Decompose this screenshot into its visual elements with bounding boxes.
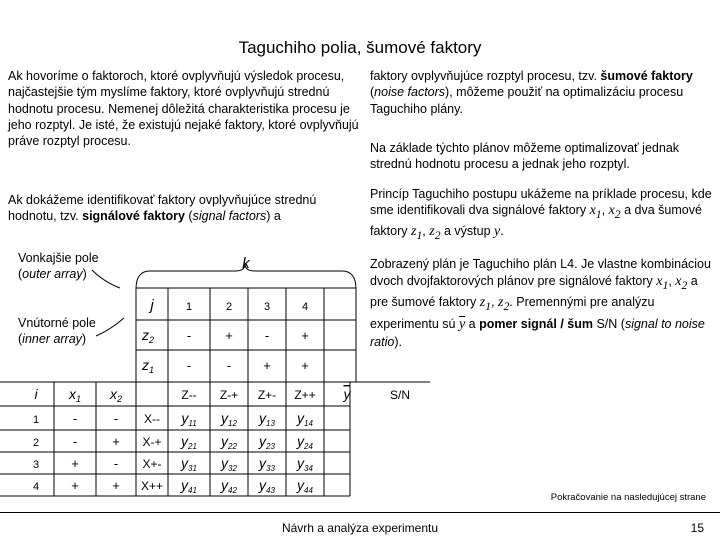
response-cell: $y_{32}$ xyxy=(221,455,237,473)
combo-header: Z-+ xyxy=(219,388,239,402)
ybar-header: y xyxy=(343,386,351,402)
math-x2: $x_2$ xyxy=(675,273,688,292)
outer-z2-cell: - xyxy=(186,328,192,343)
inner-x2-header: $x_2$ xyxy=(109,386,123,404)
math-x2: $x_2$ xyxy=(608,203,621,222)
x2-level: + xyxy=(112,478,120,493)
outer-z1-cell: - xyxy=(226,358,232,373)
response-cell: $y_{31}$ xyxy=(181,455,197,473)
text-run: ), môžeme použiť na optimalizáciu procesu Taguchiho plány. xyxy=(370,85,684,116)
response-cell: $y_{23}$ xyxy=(259,433,275,451)
response-cell: $y_{34}$ xyxy=(297,455,313,473)
text-run: ) a xyxy=(266,209,281,224)
x1-level: - xyxy=(72,434,78,449)
inner-array-subtitle: (inner array) xyxy=(18,332,87,346)
k-label: k xyxy=(242,255,250,272)
outer-row-z2-label: $z_2$ xyxy=(141,327,155,345)
sn-header: S/N xyxy=(389,388,411,402)
right-paragraph-3: Princíp Taguchiho postupu ukážeme na príklade procesu, kde sme identifikovali dva signálové faktory $x_1$, $x_2$ a dva šumové faktory $z_1$, $z_2$ a výstup y. xyxy=(370,187,712,243)
math-y: y xyxy=(494,224,501,240)
row-index: 3 xyxy=(32,459,40,471)
x1-level: - xyxy=(72,411,78,426)
footer-divider xyxy=(0,512,720,513)
combo-header: Z+- xyxy=(257,388,277,402)
text-run: Princíp Taguchiho postupu ukážeme na príklade procesu, kde sme identifikovali dva signálové faktory xyxy=(370,187,712,218)
outer-array-pointer xyxy=(92,270,120,288)
outer-z2-cell: + xyxy=(225,328,233,343)
response-cell: $y_{14}$ xyxy=(297,410,313,428)
combo-header: Z-- xyxy=(181,388,197,402)
text-run: ). xyxy=(394,334,402,349)
response-cell: $y_{12}$ xyxy=(221,410,237,428)
inner-row-2 xyxy=(33,433,314,451)
text-run: faktory ovplyvňujúce rozptyl procesu, tzv. xyxy=(370,69,601,83)
outer-z1-cell: + xyxy=(301,358,309,373)
signal-factors-term: signálové faktory xyxy=(82,209,185,224)
outer-row-z1-label: $z_1$ xyxy=(141,357,155,375)
page-number: 15 xyxy=(690,521,704,535)
response-cell: $y_{43}$ xyxy=(259,477,275,495)
row-index: 1 xyxy=(32,414,40,426)
text-run: ( xyxy=(184,209,193,224)
inner-i-header: i xyxy=(34,386,38,402)
outer-z2-cell: - xyxy=(264,328,270,343)
continuation-note: Pokračovanie na nasledujúcej strane xyxy=(550,492,706,503)
response-cell: $y_{33}$ xyxy=(259,455,275,473)
combo-header: Z++ xyxy=(294,388,316,402)
combo-label: X-+ xyxy=(142,435,162,449)
outer-z2-cell: + xyxy=(301,328,309,343)
outer-col-3: 3 xyxy=(263,301,271,313)
row-index: 4 xyxy=(32,481,40,493)
outer-col-2: 2 xyxy=(225,301,233,313)
combo-label: X++ xyxy=(140,479,164,493)
noise-factors-english: noise factors xyxy=(374,85,446,100)
inner-x1-header: $x_1$ xyxy=(68,386,82,404)
text-run: Ak dokážeme identifikovať faktory ovplyvňujúce strednú hodnotu, tzv. xyxy=(8,193,317,224)
inner-row-4 xyxy=(33,477,314,495)
outer-z1-cell: + xyxy=(263,358,271,373)
right-paragraph-4: Zobrazený plán je Taguchiho plán L4. Je vlastne kombináciou dvoch dvojfaktorových plánov pre signálové faktory $x_1$, $x_2$ a pre šumové faktory $z_1$, $z_2$. Premennými pre analýzu experimentu sú $\overline{y}$ a pomer signál / šum S/N (signal to noise ratio). xyxy=(370,257,711,349)
combo-label: X+- xyxy=(142,457,162,471)
inner-row-1 xyxy=(33,410,314,428)
x2-level: + xyxy=(112,434,120,449)
response-cell: $y_{21}$ xyxy=(181,433,197,451)
inner-array-title: Vnútorné pole xyxy=(18,316,96,330)
text-run: a xyxy=(465,316,480,331)
inner-row-3 xyxy=(33,455,314,473)
slide-title: Taguchiho polia, šumové faktory xyxy=(238,38,482,57)
x1-level: + xyxy=(71,478,79,493)
noise-factors-term: šumové faktory xyxy=(600,69,693,83)
outer-j-header: j xyxy=(150,297,154,314)
text-run: Zobrazený plán je Taguchiho plán L4. Je vlastne kombináciou dvoch dvojfaktorových plánov pre signálové faktory xyxy=(370,257,711,288)
row-index: 2 xyxy=(32,437,40,449)
math-z2: $z_2$ xyxy=(429,224,441,243)
signal-factors-english: signal factors xyxy=(192,209,267,224)
math-x1: $x_1$ xyxy=(656,273,669,292)
response-cell: $y_{44}$ xyxy=(297,477,313,495)
response-cell: $y_{41}$ xyxy=(181,477,197,495)
text-run: ( xyxy=(370,85,375,100)
inner-array-pointer xyxy=(96,318,124,336)
outer-array-grid xyxy=(136,288,356,382)
response-cell: $y_{42}$ xyxy=(221,477,237,495)
response-cell: $y_{11}$ xyxy=(181,410,197,428)
response-cell: $y_{24}$ xyxy=(297,433,313,451)
outer-col-4: 4 xyxy=(301,301,309,313)
signal-noise-english: signal to noise ratio xyxy=(370,316,705,349)
x2-level: - xyxy=(113,411,119,426)
outer-array-title: Vonkajšie pole xyxy=(18,251,99,265)
math-z1: $z_1$ xyxy=(411,224,423,243)
text-run: . Premennými pre analýzu experimentu sú xyxy=(370,295,655,331)
combo-label: X-- xyxy=(144,412,160,426)
text-run: a pre šumové faktory xyxy=(370,273,698,310)
text-run: a výstup xyxy=(440,224,495,239)
left-paragraph-1: Ak hovoríme o faktoroch, ktoré ovplyvňujú výsledok procesu, najčastejšie tým myslíme faktory, ktoré ovplyvňujú strednú hodnotu procesu. Nemenej dôležitá charakteristika procesu je jeho rozptyl. Je isté, že existujú nejaké faktory, ktoré ovplyvňujú práve rozptyl procesu. xyxy=(8,69,359,149)
footer-title: Návrh a analýza experimentu xyxy=(281,521,439,535)
math-z2: $z_2$ xyxy=(498,295,510,314)
outer-col-1: 1 xyxy=(185,301,193,313)
right-paragraph-2: Na základe týchto plánov môžeme optimalizovať jednak strednú hodnotu procesu a jednak jeho rozptyl. xyxy=(370,141,680,172)
outer-array-subtitle: (outer array) xyxy=(18,267,87,281)
response-cell: $y_{22}$ xyxy=(221,433,237,451)
text-run: S/N ( xyxy=(592,316,625,331)
math-z1: $z_1$ xyxy=(479,295,492,314)
inner-array-grid xyxy=(0,382,430,496)
math-ybar: $\overline{y}$ xyxy=(458,316,466,332)
response-cell: $y_{13}$ xyxy=(259,410,275,428)
x2-level: - xyxy=(113,456,119,471)
outer-z1-cell: - xyxy=(186,358,192,373)
signal-noise-term: pomer signál / šum xyxy=(479,316,593,331)
text-run: a dva šumové faktory xyxy=(370,203,702,239)
math-x1: $x_1$ xyxy=(589,203,602,222)
x1-level: + xyxy=(71,456,79,471)
